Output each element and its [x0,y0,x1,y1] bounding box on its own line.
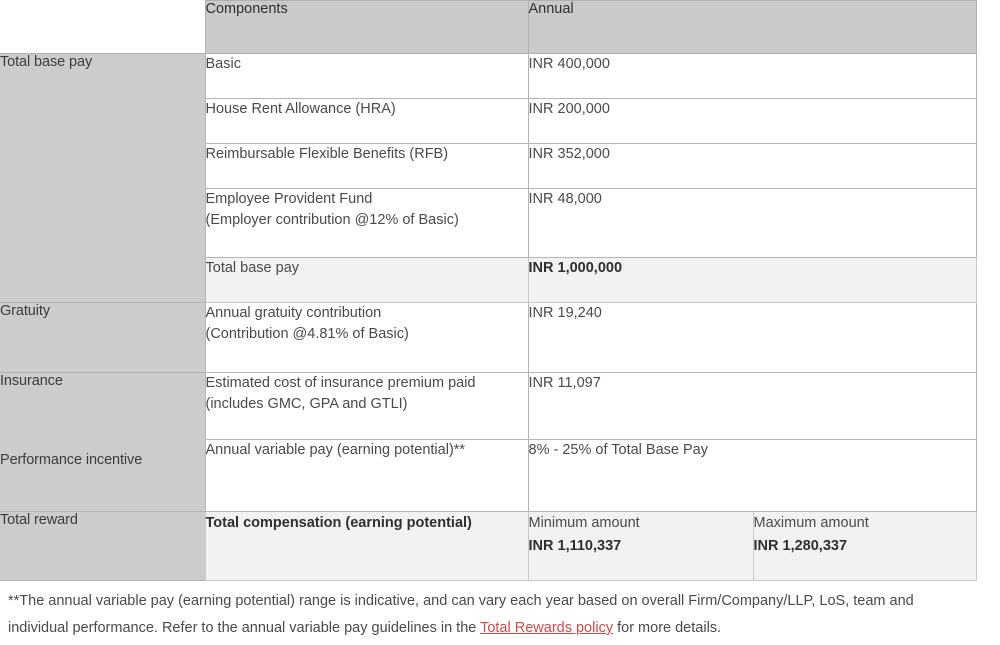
amount-gratuity: INR 19,240 [528,303,976,373]
component-basic: Basic [205,54,528,99]
component-insurance-title: Estimated cost of insurance premium paid [205,375,476,391]
category-total-base-pay: Total base pay [0,54,205,303]
component-hra: House Rent Allowance (HRA) [205,99,528,144]
header-components: Components [205,1,528,54]
category-gratuity: Gratuity [0,303,205,373]
total-minimum-amount [528,512,753,581]
footnote-text-before: **The annual variable pay (earning potential) range is indicative, and can vary each year based on overall Firm/Company/LLP, LoS, team and individual performance. Refer to the annual variable pay guidelines in the [8,593,914,636]
amount-variable-pay: 8% - 25% of Total Base Pay [528,440,976,512]
category-total-reward: Total reward [0,512,205,581]
total-minimum-label: Minimum amount [528,515,640,531]
table-row [0,440,976,512]
component-variable-pay: Annual variable pay (earning potential)** [205,440,528,512]
component-insurance-subtitle: (includes GMC, GPA and GTLI) [205,396,408,412]
table-row [0,303,976,373]
component-epf-subtitle: (Employer contribution @12% of Basic) [205,212,459,228]
component-rfb: Reimbursable Flexible Benefits (RFB) [205,144,528,189]
component-epf-title: Employee Provident Fund [205,191,373,207]
header-annual: Annual [528,1,976,54]
amount-rfb: INR 352,000 [528,144,976,189]
total-maximum-value: INR 1,280,337 [753,538,848,554]
total-compensation-label: Total compensation (earning potential) [205,512,528,581]
amount-epf: INR 48,000 [528,189,976,258]
component-insurance [205,373,528,440]
table-header-row [0,1,976,54]
table-total-reward-row [0,512,976,581]
amount-basic: INR 400,000 [528,54,976,99]
component-gratuity-subtitle: (Contribution @4.81% of Basic) [205,326,409,342]
component-epf [205,189,528,258]
amount-insurance: INR 11,097 [528,373,976,440]
footnote-text-after: for more details. [613,620,722,636]
footnote [8,588,973,642]
total-minimum-value: INR 1,110,337 [528,538,622,554]
total-maximum-label: Maximum amount [753,515,869,531]
subtotal-label-total-base-pay: Total base pay [205,258,528,303]
category-performance-incentive: Performance incentive [0,440,205,512]
amount-hra: INR 200,000 [528,99,976,144]
component-gratuity-title: Annual gratuity contribution [205,305,382,321]
category-insurance: Insurance [0,373,205,440]
table-row [0,373,976,440]
total-maximum-amount [753,512,976,581]
subtotal-amount-total-base-pay: INR 1,000,000 [528,258,976,303]
header-category-blank [0,1,205,54]
table-row [0,54,976,99]
total-rewards-policy-link[interactable]: Total Rewards policy [480,620,614,636]
component-gratuity [205,303,528,373]
